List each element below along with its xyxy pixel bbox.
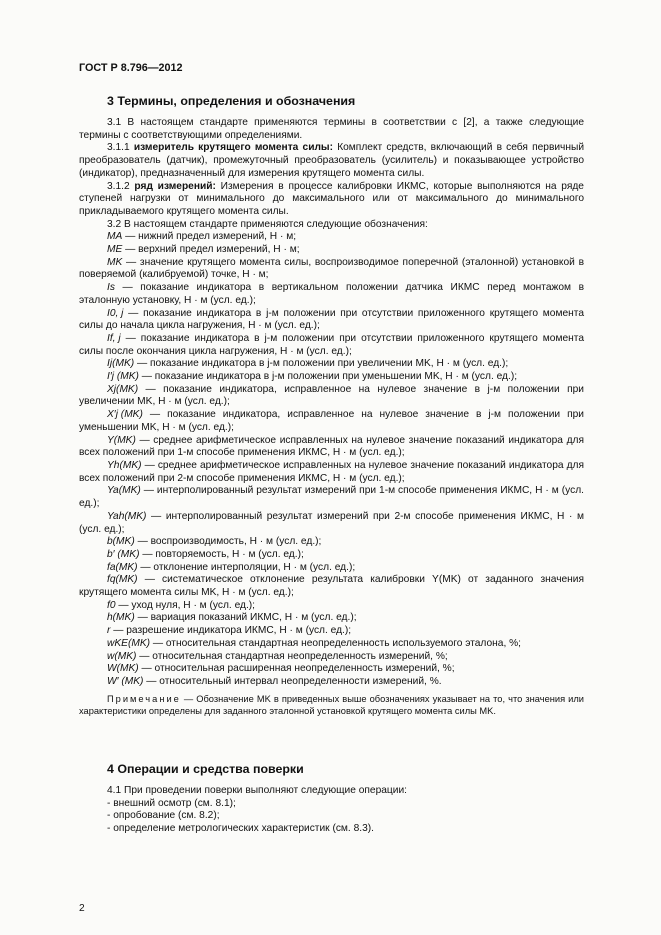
note-label: Примечание	[107, 693, 181, 704]
symbol-item	[79, 435, 584, 460]
section-4-title: 4 Операции и средства поверки	[107, 762, 304, 776]
symbol: Is	[107, 282, 115, 294]
symbol-definition: — среднее арифметическое исправленных на нулевое значение показаний индикатора для всех положений при 1-м способе применения ИКМС, Н · м (усл. ед.);	[79, 434, 584, 459]
symbol-item	[79, 612, 584, 625]
symbol-definition: — вариация показаний ИКМС, Н · м (усл. ед.);	[134, 612, 357, 624]
symbol-item	[79, 485, 584, 510]
symbol: MK	[107, 256, 123, 268]
section-4	[79, 762, 584, 836]
symbol-list	[79, 231, 584, 688]
symbol: b(MK)	[107, 536, 135, 548]
symbol-item	[79, 625, 584, 638]
symbol-definition: — относительная стандартная неопределенность измерений, %;	[136, 650, 448, 662]
symbol-item	[79, 562, 584, 575]
symbol: ME	[107, 244, 123, 256]
symbol: If, j	[107, 332, 121, 344]
paragraph-3-1: 3.1 В настоящем стандарте применяются термины в соответствии с [2], а также следующие термины с соответствующими определениями.	[79, 117, 584, 141]
symbol-definition: — среднее арифметическое исправленных на нулевое значение показаний индикатора для всех положений при 2-м способе применения ИКМС, Н · м (усл. ед.);	[79, 459, 584, 484]
symbol-item	[79, 574, 584, 599]
symbol-item	[79, 231, 584, 244]
symbol-definition: — повторяемость, Н · м (усл. ед.);	[139, 548, 304, 560]
symbol-definition: — относительная стандартная неопределенность используемого эталона, %;	[150, 637, 522, 649]
term: ряд измерений:	[134, 180, 216, 192]
definition: Измерения в процессе калибровки ИКМС, которые выполняются на ряде ступеней нагрузки от минимального до максимального или от максимального до минимального прикладываемого крутящего момента силы.	[79, 180, 584, 217]
symbol: Yh(MK)	[107, 459, 142, 471]
symbol: wKE(MK)	[107, 637, 151, 649]
symbol-item	[79, 651, 584, 664]
list-item: - определение метрологических характеристик (см. 8.3).	[107, 823, 374, 835]
symbol-definition: — нижний предел измерений, Н · м;	[122, 231, 297, 243]
paragraph-3-2: 3.2 В настоящем стандарте применяются следующие обозначения:	[107, 218, 428, 230]
symbol-definition: — воспроизводимость, Н · м (усл. ед.);	[134, 536, 322, 548]
symbol: fa(MK)	[107, 561, 138, 573]
section-3	[79, 94, 584, 717]
list-item: - опробование (см. 8.2);	[107, 810, 220, 822]
section-3-title: 3 Термины, определения и обозначения	[107, 94, 356, 108]
symbol-item	[79, 536, 584, 549]
definition: Комплект средств, включающий в себя первичный преобразователь (датчик), промежуточный преобразователь (усилитель) и показывающее устройство (индикатор), предназначенный для измерения крутящего момента силы.	[79, 142, 585, 179]
symbol-definition: — уход нуля, Н · м (усл. ед.);	[115, 599, 256, 611]
symbol-definition: — показание индикатора, исправленное на нулевое значение в j-м положении при увеличении MK, Н · м (усл. ед.);	[79, 383, 584, 408]
symbol: b′ (MK)	[107, 548, 140, 560]
symbol-definition: — значение крутящего момента силы, воспроизводимое поперечной (эталонной) установкой в поверяемой (калибруемой) точке, Н · м;	[79, 256, 584, 281]
symbol-definition: — показание индикатора в j-м положении при уменьшении MK, Н · м (усл. ед.);	[138, 371, 518, 383]
symbol-item	[79, 460, 584, 485]
term: измеритель крутящего момента силы:	[133, 142, 334, 154]
clause-number: 3.1.2	[107, 180, 135, 192]
symbol: Ij(MK)	[107, 358, 135, 370]
symbol-item	[79, 409, 584, 434]
symbol: MA	[107, 231, 123, 243]
symbol-item	[79, 282, 584, 307]
symbol-item	[79, 358, 584, 371]
symbol: Ya(MK)	[107, 485, 141, 497]
symbol-item	[79, 549, 584, 562]
paragraph-4-1: 4.1 При проведении поверки выполняют следующие операции:	[107, 785, 407, 796]
symbol-item	[79, 333, 584, 358]
page-number: 2	[79, 903, 85, 914]
symbol: I′j (MK)	[107, 371, 139, 383]
clause-number: 3.1.1	[107, 142, 134, 154]
symbol-item	[79, 600, 584, 613]
symbol: w(MK)	[107, 650, 137, 662]
symbol-definition: — относительная расширенная неопределенность измерений, %;	[138, 663, 455, 675]
symbol-item	[79, 384, 584, 409]
symbol-definition: — относительный интервал неопределенности измерений, %.	[143, 675, 442, 687]
note-text: — Обозначение MK в приведенных выше обозначениях указывает на то, что значения или характеристики определены для заданного эталонной установкой крутящего момента силы MK.	[79, 693, 584, 716]
symbol-item	[79, 638, 584, 651]
symbol: fq(MK)	[107, 574, 138, 586]
paragraph-3-1-2	[79, 181, 584, 219]
symbol-definition: — систематическое отклонение результата калибровки Y(MK) от заданного значения крутящего момента силы MK, Н · м (усл. ед.);	[79, 574, 584, 599]
symbol-definition: — показание индикатора, исправленное на нулевое значение в j-м положении при уменьшении MK, Н · м (усл. ед.);	[79, 409, 584, 433]
symbol: f0	[107, 599, 116, 611]
symbol-item	[79, 308, 584, 333]
symbol-definition: — показание индикатора в j-м положении при отсутствии приложенного крутящего момента силы после окончания цикла нагружения, Н · м (усл. ед.);	[79, 332, 584, 357]
symbol: r	[107, 625, 111, 637]
symbol-item	[79, 371, 584, 384]
symbol: W(MK)	[107, 663, 139, 675]
symbol: Xj(MK)	[107, 383, 139, 395]
symbol-item	[79, 676, 584, 689]
symbol-item	[79, 257, 584, 282]
symbol: Y(MK)	[107, 434, 136, 446]
symbol: W′ (MK)	[107, 675, 144, 687]
symbol: h(MK)	[107, 612, 135, 624]
symbol-definition: — разрешение индикатора ИКМС, Н · м (усл. ед.);	[110, 625, 352, 637]
list-item: - внешний осмотр (см. 8.1);	[107, 797, 236, 809]
symbol-definition: — показание индикатора в вертикальном положении датчика ИКМС перед монтажом в эталонную установку, Н · м (усл. ед.);	[79, 282, 584, 306]
note	[79, 693, 584, 717]
paragraph-3-1-1	[79, 142, 584, 180]
symbol-definition: — показание индикатора в j-м положении при увеличении MK, Н · м (усл. ед.);	[134, 358, 509, 370]
symbol-definition: — интерполированный результат измерений при 2-м способе применения ИКМС, Н · м (усл. ед.);	[79, 510, 584, 535]
symbol-definition: — показание индикатора в j-м положении при отсутствии приложенного крутящего момента силы до начала цикла нагружения, Н · м (усл. ед.);	[79, 307, 584, 332]
symbol: X′j (MK)	[107, 409, 143, 421]
symbol: Yah(MK)	[107, 510, 147, 522]
symbol: I0, j	[107, 307, 124, 319]
symbol-item	[79, 244, 584, 257]
symbol-item	[79, 511, 584, 536]
symbol-definition: — верхний предел измерений, Н · м;	[122, 244, 300, 256]
document-code: ГОСТ Р 8.796—2012	[79, 62, 183, 74]
symbol-definition: — отклонение интерполяции, Н · м (усл. ед.);	[137, 561, 356, 573]
symbol-definition: — интерполированный результат измерений при 1-м способе применения ИКМС, Н · м (усл. ед.);	[79, 485, 584, 510]
symbol-item	[79, 663, 584, 676]
